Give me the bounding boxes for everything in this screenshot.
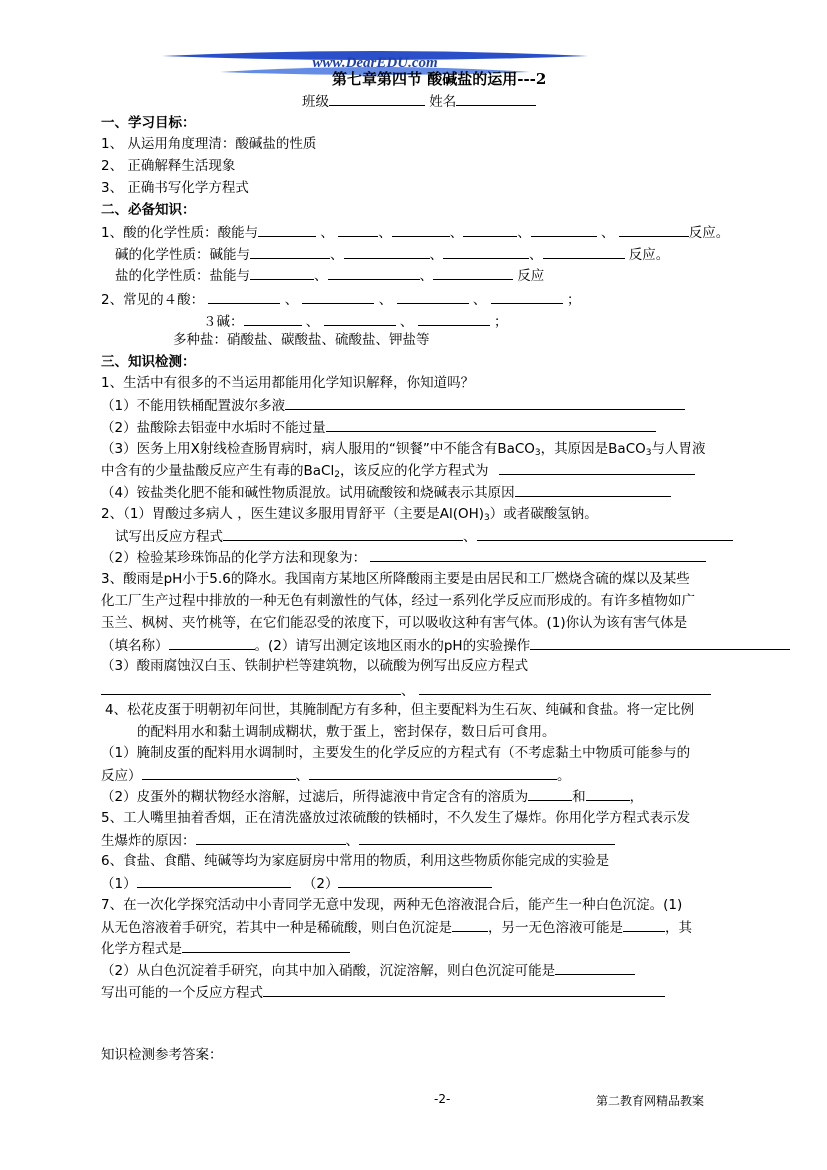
answer-blank[interactable]	[555, 961, 635, 975]
page-title: 第七章第四节 酸碱盐的运用---2	[332, 70, 547, 88]
question-3-equations: 、	[101, 681, 711, 700]
section-goals-heading: 一、学习目标：	[101, 115, 196, 131]
answer-blank[interactable]	[169, 636, 255, 650]
question-1-3-line2: 中含有的少量盐酸反应产生有毒的BaCl$_2$，该反应的化学方程式为	[101, 461, 695, 484]
base-properties: 碱的化学性质：碱能与 、 、 、 反应。	[115, 247, 670, 263]
answer-blank[interactable]	[499, 461, 695, 475]
common-salts: 多种盐：硝酸盐、碳酸盐、硫酸盐、钾盐等	[173, 332, 430, 348]
blank[interactable]	[463, 223, 517, 237]
question-7-line3: 化学方程式是	[101, 939, 350, 958]
question-7-line1: 7、在一次化学探究活动中小青同学无意中发现，两种无色溶液混合后，能产生一种白色沉淀。(1)	[101, 897, 683, 913]
question-3-line3: 玉兰、枫树、夹竹桃等，在它们能忍受的浓度下，可以吸收这种有害气体。(1)你认为该有害气体是	[101, 615, 688, 631]
answer-blank[interactable]	[263, 983, 665, 997]
question-3-line2: 化工厂生产过程中排放的一种无色有刺激性的气体，经过一系列化学反应而形成的。有许多植物如广	[101, 593, 695, 609]
answer-blank[interactable]	[477, 527, 733, 541]
goal-2: 2、 正确解释生活现象	[101, 158, 236, 174]
question-1-2: （2）盐酸除去铝壶中水垢时不能过量	[101, 418, 656, 437]
question-2: 2、（1）胃酸过多病人 ，医生建议多服用胃舒平（主要是$Al(OH)_3$）或者碳酸氢钠。	[101, 506, 598, 523]
blank[interactable]	[250, 266, 314, 280]
question-4-line2: 的配料用水和黏土调制成糊状，敷于蛋上，密封保存，数日后可食用。	[137, 724, 556, 740]
goal-3: 3、 正确书写化学方程式	[101, 180, 249, 196]
question-3-line5: （3）酸雨腐蚀汉白玉、铁制护栏等建筑物，以硫酸为例写出反应方程式	[101, 658, 529, 674]
question-6: 6、食盐、食醋、纯碱等均为家庭厨房中常用的物质，利用这些物质你能完成的实验是	[101, 853, 610, 869]
answer-blank[interactable]	[101, 681, 401, 695]
answer-blank[interactable]	[530, 636, 790, 650]
answer-blank[interactable]	[370, 548, 706, 562]
answers-heading: 知识检测参考答案：	[101, 1047, 223, 1063]
student-info	[302, 92, 536, 111]
site-url: www.DearEDU.com	[312, 55, 438, 71]
blank[interactable]	[324, 312, 396, 326]
blank[interactable]	[397, 290, 469, 304]
blank[interactable]	[258, 223, 316, 237]
section-knowledge-heading: 二、必备知识：	[101, 202, 196, 218]
class-field[interactable]	[329, 92, 425, 106]
question-7-line5: 写出可能的一个反应方程式	[101, 983, 665, 1002]
answer-blank[interactable]	[338, 874, 492, 888]
name-field[interactable]	[456, 92, 536, 106]
answer-blank[interactable]	[196, 831, 346, 845]
answer-blank[interactable]	[586, 787, 630, 801]
blank[interactable]	[302, 290, 374, 304]
blank[interactable]	[208, 290, 280, 304]
question-3-line1: 3、酸雨是pH小于5.6的降水。我国南方某地区所降酸雨主要是由居民和工厂燃烧含硫的煤以及某些	[101, 571, 690, 587]
publisher-label: 第二教育网精品教案	[596, 1094, 705, 1108]
question-6-answers: （1） （2）	[101, 874, 492, 893]
blank[interactable]	[244, 312, 302, 326]
answer-blank[interactable]	[326, 418, 656, 432]
answer-blank[interactable]	[309, 766, 557, 780]
blank[interactable]	[328, 266, 420, 280]
blank[interactable]	[491, 290, 563, 304]
answer-blank[interactable]	[528, 787, 572, 801]
question-1-1: （1）不能用铁桶配置波尔多液	[101, 396, 685, 415]
class-label: 班级	[302, 94, 329, 110]
blank[interactable]	[338, 223, 378, 237]
common-bases: ３碱： 、 、 ；	[203, 314, 508, 330]
question-1-4: （4）铵盐类化肥不能和碱性物质混放。试用硫酸铵和烧碱表示其原因	[101, 483, 671, 502]
question-4-line5: （2）皮蛋外的糊状物经水溶解，过滤后，所得滤液中肯定含有的溶质为 和 ，	[101, 789, 644, 805]
question-2-2: （2）检验某珍珠饰品的化学方法和现象为：	[101, 548, 706, 567]
question-4-line4: 反应） 、 。	[101, 768, 571, 784]
answer-blank[interactable]	[419, 681, 711, 695]
question-5-line2: 生爆炸的原因： 、	[101, 831, 615, 850]
question-2-equations: 试写出反应方程式 、	[115, 527, 733, 546]
answer-blank[interactable]	[137, 874, 291, 888]
answer-blank[interactable]	[223, 527, 463, 541]
acid-properties: 1、酸的化学性质：酸能与 、 、 、 、 、 反应。	[101, 225, 730, 241]
answer-blank[interactable]	[623, 918, 665, 932]
page-number: -2-	[434, 1092, 451, 1106]
answer-blank[interactable]	[359, 831, 615, 845]
name-label: 姓名	[429, 94, 457, 110]
answer-blank[interactable]	[182, 939, 350, 953]
goal-1: 1、 从运用角度理清：酸碱盐的性质	[101, 136, 317, 152]
blank[interactable]	[443, 245, 529, 259]
answer-blank[interactable]	[285, 396, 685, 410]
question-7-line4: （2）从白色沉淀着手研究，向其中加入硝酸，沉淀溶解，则白色沉淀可能是	[101, 961, 635, 980]
blank[interactable]	[531, 223, 597, 237]
blank[interactable]	[619, 223, 689, 237]
blank[interactable]	[543, 245, 625, 259]
question-4-line1: 4、松花皮蛋于明朝初年问世，其腌制配方有多种，但主要配料为生石灰、纯碱和食盐。将一定比例	[105, 702, 695, 718]
answer-blank[interactable]	[452, 918, 488, 932]
answer-blank[interactable]	[142, 766, 296, 780]
blank[interactable]	[392, 223, 450, 237]
salt-properties: 盐的化学性质：盐能与 、 、 反应	[115, 268, 545, 284]
question-7-line2: 从无色溶液着手研究，若其中一种是稀硫酸，则白色沉淀是 ，另一无色溶液可能是 ，其	[101, 920, 692, 936]
common-acids: 2、常见的４酸： 、 、 、 ；	[101, 292, 581, 308]
answer-blank[interactable]	[515, 483, 671, 497]
question-5-line1: 5、工人嘴里抽着香烟，正在清洗盛放过浓硫酸的铁桶时，不久发生了爆炸。你用化学方程式表示发	[101, 810, 691, 826]
section-test-heading: 三、知识检测：	[101, 354, 196, 370]
blank[interactable]	[344, 245, 430, 259]
blank[interactable]	[433, 266, 513, 280]
blank[interactable]	[418, 312, 490, 326]
question-1: 1、生活中有很多的不当运用都能用化学知识解释，你知道吗？	[101, 375, 475, 391]
question-4-line3: （1）腌制皮蛋的配料用水调制时，主要发生的化学反应的方程式有（不考虑黏土中物质可能参与的	[101, 745, 691, 761]
blank[interactable]	[250, 245, 330, 259]
question-3-line4: （填名称） 。(2）请写出测定该地区雨水的pH的实验操作	[101, 636, 790, 655]
question-1-3: （3）医务上用X射线检查肠胃病时，病人服用的“钡餐”中不能含有BaCO$_3$，其原因是BaCO$_3$与人胃液	[101, 441, 706, 458]
